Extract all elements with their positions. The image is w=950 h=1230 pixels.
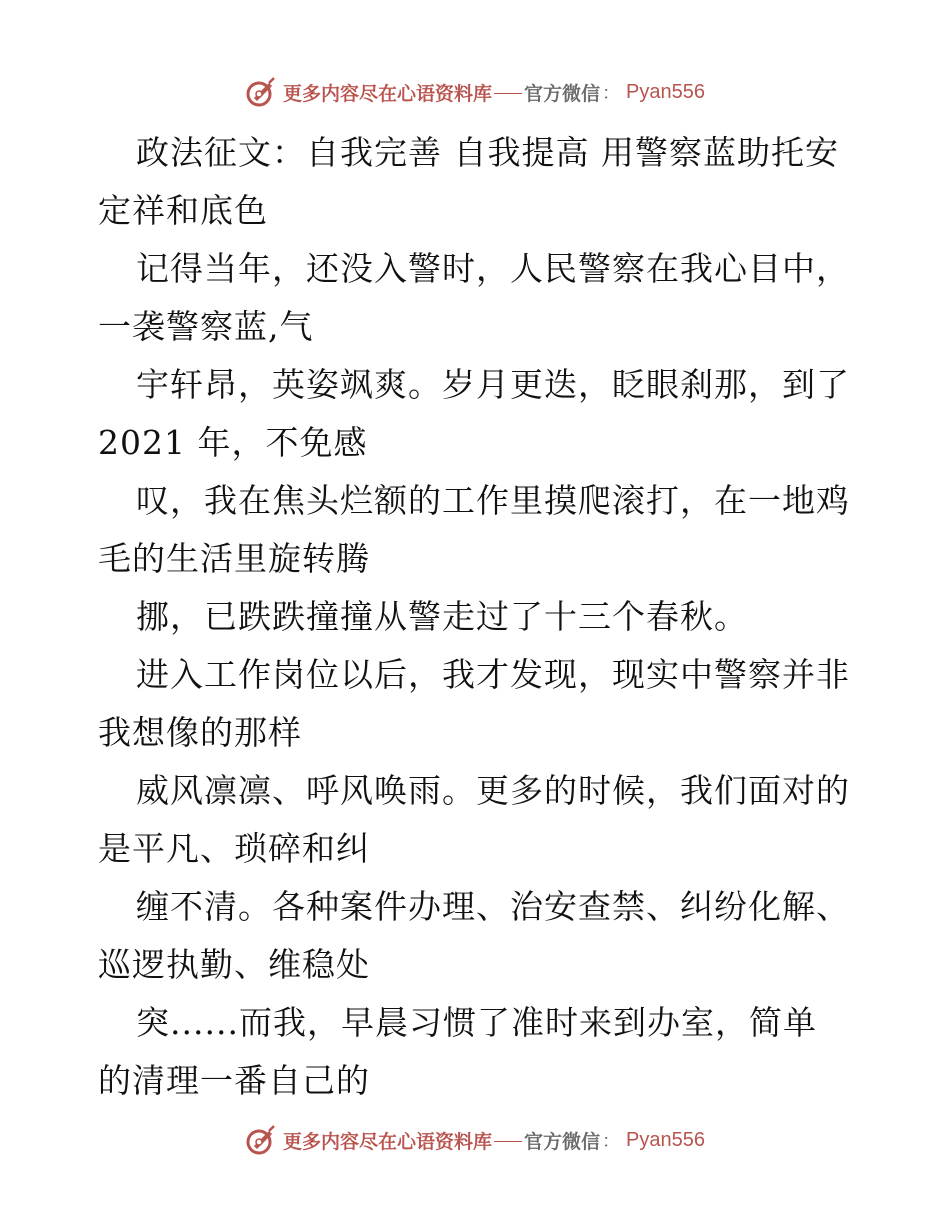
text-line: 记得当年，还没入警时，人民警察在我心目中，: [136, 249, 850, 288]
text-line: 突......而我，早晨习惯了准时来到办室，简单: [136, 1003, 817, 1042]
banner-separator: ：: [602, 1131, 621, 1152]
banner-wechat-id: Pyan556: [626, 80, 705, 103]
header-watermark: [0, 72, 950, 112]
text-line: 2021 年，不免感: [98, 423, 368, 462]
banner-slogan: 更多内容尽在心语资料库: [283, 82, 493, 105]
text-line: 进入工作岗位以后，我才发现，现实中警察并非: [136, 655, 850, 694]
banner-wechat-id: Pyan556: [626, 1128, 705, 1151]
banner-dash: [494, 1141, 522, 1142]
text-line: 叹，我在焦头烂额的工作里摸爬滚打，在一地鸡: [136, 481, 850, 520]
banner-slogan: 更多内容尽在心语资料库: [283, 1130, 493, 1153]
banner-separator: ：: [602, 83, 621, 104]
quill-logo-icon: [245, 1124, 277, 1156]
text-line: 毛的生活里旋转腾: [98, 539, 370, 578]
text-line: 我想像的那样: [98, 713, 302, 752]
banner-dash: [494, 93, 522, 94]
text-line: 威风凛凛、呼风唤雨。更多的时候，我们面对的: [136, 771, 850, 810]
banner-wechat-label: 官方微信: [524, 82, 601, 105]
text-line: 宇轩昂，英姿飒爽。岁月更迭，眨眼刹那，到了: [136, 365, 850, 404]
banner-wechat-label: 官方微信: [524, 1130, 601, 1153]
title-line-1: 政法征文：自我完善 自我提高 用警察蓝助托安: [136, 133, 839, 172]
title-line-2: 定祥和底色: [98, 191, 268, 230]
text-line: 一袭警察蓝,气: [98, 307, 314, 346]
quill-logo-icon: [245, 76, 277, 108]
text-line: 的清理一番自己的: [98, 1061, 370, 1100]
footer-watermark: [0, 1120, 950, 1160]
document-body: [98, 124, 858, 1110]
text-line: 巡逻执勤、维稳处: [98, 945, 370, 984]
text-line: 缠不清。各种案件办理、治安查禁、纠纷化解、: [136, 887, 850, 926]
text-line: 挪，已跌跌撞撞从警走过了十三个春秋。: [136, 597, 748, 636]
text-line: 是平凡、琐碎和纠: [98, 829, 370, 868]
